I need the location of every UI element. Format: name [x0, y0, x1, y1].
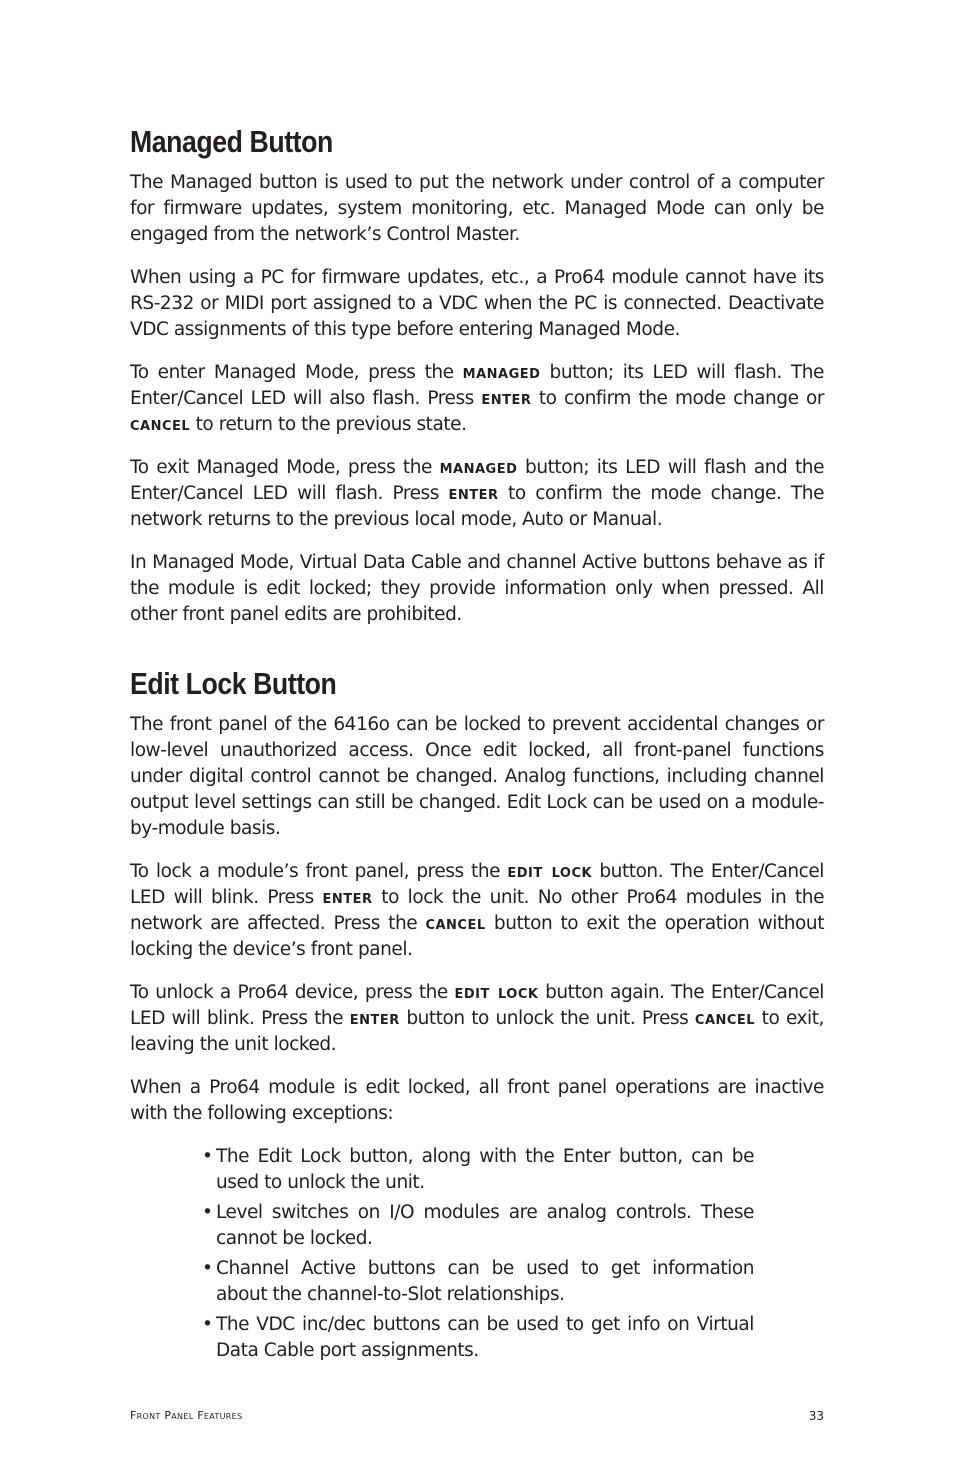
- text-run: button to exit the operation without locking the device’s front panel.: [130, 913, 824, 960]
- list-item: [200, 1200, 754, 1252]
- button-name: edit lock: [507, 861, 593, 882]
- paragraph: [130, 550, 824, 628]
- list-item: [200, 1312, 754, 1364]
- button-name: enter: [448, 483, 499, 504]
- text-run: To lock a module’s front panel, press the: [130, 861, 508, 882]
- paragraph: [130, 1075, 824, 1127]
- text-run: To enter Managed Mode, press the: [130, 362, 463, 383]
- button-name: enter: [322, 887, 373, 908]
- bullet-icon: •: [202, 1314, 213, 1335]
- text-run: In Managed Mode, Virtual Data Cable and channel Active buttons behave as if the module is edit locked; they provide information only when pressed. All other front panel edits are prohibited.: [130, 552, 824, 625]
- list-item: [200, 1144, 754, 1196]
- paragraph: [130, 455, 824, 533]
- text-run: When a Pro64 module is edit locked, all front panel operations are inactive with the following exceptions:: [130, 1077, 824, 1124]
- button-name: cancel: [130, 414, 191, 435]
- button-name: cancel: [425, 913, 486, 934]
- footer-page-number: 33: [808, 1409, 824, 1423]
- list-item-text: The VDC inc/dec buttons can be used to get info on Virtual Data Cable port assignments.: [216, 1314, 754, 1361]
- text-run: to lock the unit. No other Pro64 modules in the network are affected. Press the: [130, 887, 824, 934]
- text-run: The Managed button is used to put the network under control of a computer for firmware updates, system monitoring, etc. Managed Mode can only be engaged from the network’s Control Master.: [130, 172, 824, 245]
- text-run: button; its LED will flash. The Enter/Cancel LED will also flash. Press: [130, 362, 824, 409]
- edit-lock-button-body: [130, 712, 824, 1127]
- list-item: [200, 1256, 754, 1308]
- button-name: edit lock: [454, 982, 539, 1003]
- list-item-text: Channel Active buttons can be used to get information about the channel-to-Slot relationships.: [216, 1258, 754, 1305]
- paragraph: [130, 859, 824, 963]
- page-content: [130, 122, 824, 1368]
- text-run: to confirm the mode change. The network returns to the previous local mode, Auto or Manual.: [130, 483, 824, 530]
- button-name: managed: [462, 362, 541, 383]
- text-run: To exit Managed Mode, press the: [130, 457, 440, 478]
- paragraph: [130, 360, 824, 438]
- text-run: To unlock a Pro64 device, press the: [130, 982, 455, 1003]
- button-name: cancel: [694, 1008, 756, 1029]
- footer-section-name: Front Panel Features: [130, 1409, 243, 1422]
- heading-managed-button: Managed Button: [130, 124, 333, 159]
- text-run: to confirm the mode change or: [531, 388, 825, 409]
- heading-edit-lock-button: Edit Lock Button: [130, 666, 337, 701]
- text-run: to exit, leaving the unit locked.: [130, 1008, 824, 1055]
- bullet-icon: •: [202, 1258, 213, 1279]
- managed-button-body: [130, 170, 824, 628]
- paragraph: [130, 712, 824, 842]
- bullet-icon: •: [202, 1202, 213, 1223]
- text-run: button; its LED will flash and the Enter/Cancel LED will flash. Press: [130, 457, 824, 504]
- paragraph: [130, 170, 824, 248]
- button-name: enter: [481, 388, 532, 409]
- paragraph: [130, 265, 824, 343]
- text-run: button again. The Enter/Cancel LED will blink. Press the: [130, 982, 824, 1029]
- text-run: button to unlock the unit. Press: [399, 1008, 695, 1029]
- exceptions-list: [200, 1144, 754, 1364]
- button-name: managed: [439, 457, 518, 478]
- text-run: button. The Enter/Cancel LED will blink. Press: [130, 861, 824, 908]
- paragraph: [130, 980, 824, 1058]
- list-item-text: The Edit Lock button, along with the Enter button, can be used to unlock the unit.: [216, 1146, 754, 1193]
- text-run: The front panel of the 6416o can be locked to prevent accidental changes or low-level unauthorized access. Once edit locked, all front-panel functions under digital control cannot be changed. Analog functions, including channel output level settings can still be changed. Edit Lock can be used on a module-by-module basis.: [130, 714, 824, 839]
- list-item-text: Level switches on I/O modules are analog controls. These cannot be locked.: [216, 1202, 754, 1249]
- text-run: to return to the previous state.: [190, 414, 467, 435]
- button-name: enter: [349, 1008, 400, 1029]
- bullet-icon: •: [202, 1146, 213, 1167]
- text-run: When using a PC for firmware updates, etc., a Pro64 module cannot have its RS-232 or MIDI port assigned to a VDC when the PC is connected. Deactivate VDC assignments of this type before entering Managed Mode.: [130, 267, 824, 340]
